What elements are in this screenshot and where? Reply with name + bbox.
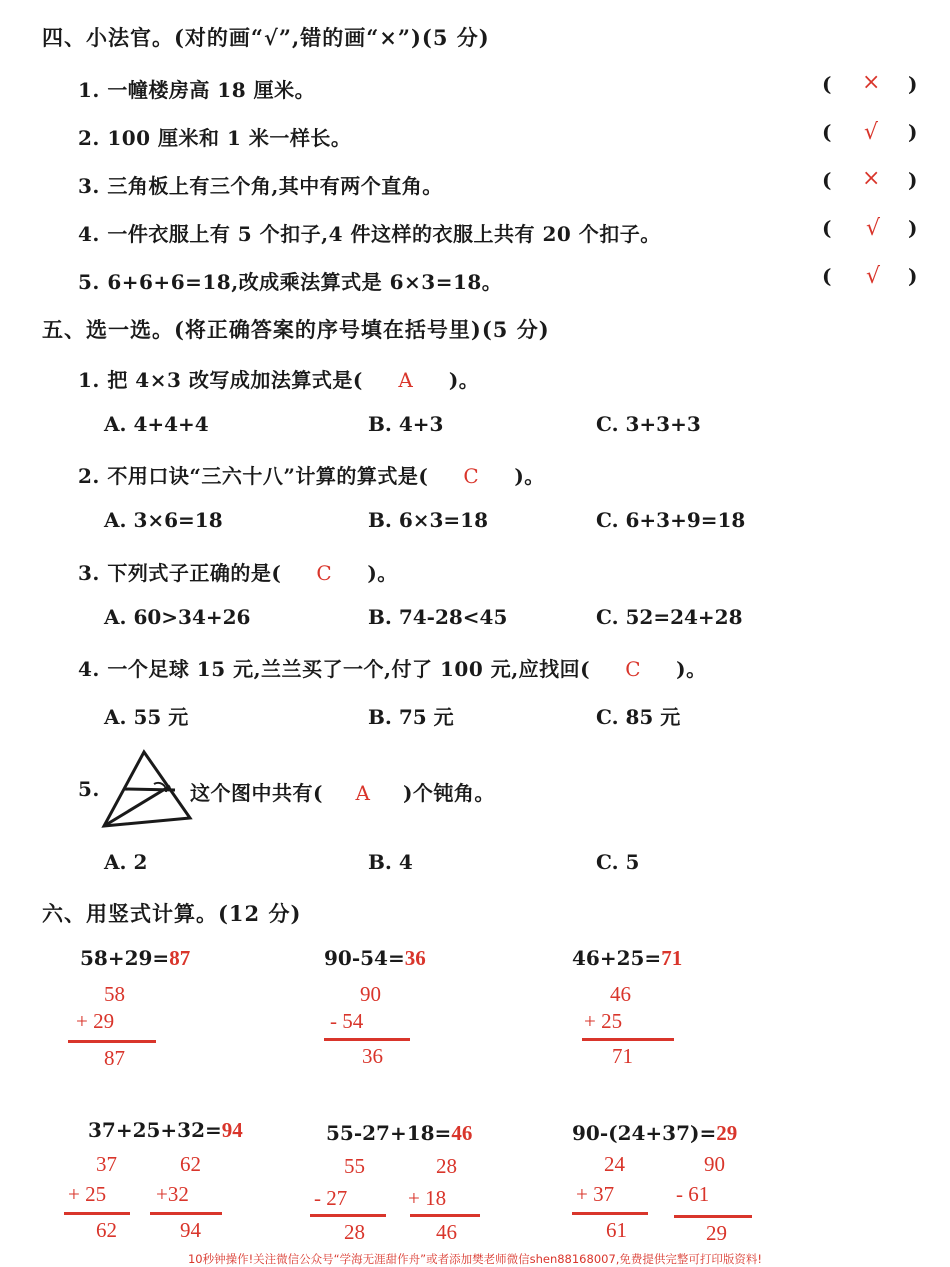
triangle-inner-line-2 <box>124 789 175 790</box>
expression: 90-(24+37)= <box>572 1121 717 1145</box>
vertical-answer: 71 <box>612 1044 633 1068</box>
vertical-bottom-a: + 37 <box>576 1182 615 1206</box>
vertical-line-a <box>310 1214 386 1217</box>
judge-answer-5: √ <box>866 264 881 289</box>
vertical-top-a: 37 <box>96 1152 117 1176</box>
vertical-top-a: 24 <box>604 1152 625 1176</box>
choice-answer-2: C <box>463 464 480 488</box>
option-a: A. 55 元 <box>104 705 189 729</box>
close-paren: ) <box>908 168 918 192</box>
question-text: 2. 不用口诀“三六十八”计算的算式是( <box>78 464 429 488</box>
choice-question-5 <box>190 777 495 806</box>
question-text: 4. 一个足球 15 元,兰兰买了一个,付了 100 元,应找回( <box>78 657 591 681</box>
question-text: 3. 下列式子正确的是( <box>78 561 282 585</box>
vertical-top-b: 28 <box>436 1154 457 1178</box>
expression: 58+29= <box>80 946 170 970</box>
result: 87 <box>169 946 191 970</box>
question-tail: )。 <box>448 368 480 392</box>
close-paren: ) <box>908 120 918 144</box>
vertical-bottom-a: - 27 <box>314 1186 348 1210</box>
option-c: C. 85 元 <box>596 705 681 729</box>
option-b: B. 4 <box>368 850 413 874</box>
calc-problem-3 <box>572 946 682 971</box>
judge-answer-4: √ <box>866 216 881 241</box>
choice-question-4 <box>78 653 707 682</box>
result: 36 <box>404 946 426 970</box>
vertical-bottom: - 54 <box>330 1009 364 1033</box>
expression: 55-27+18= <box>326 1121 452 1145</box>
vertical-top: 46 <box>610 982 631 1006</box>
vertical-bottom-b: +32 <box>156 1182 189 1206</box>
vertical-top: 58 <box>104 982 125 1006</box>
option-a: A. 4+4+4 <box>104 412 209 436</box>
result: 94 <box>221 1118 243 1142</box>
vertical-top-a: 55 <box>344 1154 365 1178</box>
judge-answer-2: √ <box>864 120 879 145</box>
judge-item-1: 1. 一幢楼房高 18 厘米。 <box>78 78 316 102</box>
option-a: A. 3×6=18 <box>104 508 223 532</box>
judge-answer-3: × <box>862 166 881 191</box>
vertical-line <box>324 1038 410 1041</box>
vertical-answer: 87 <box>104 1046 125 1070</box>
option-a: A. 60>34+26 <box>104 605 251 629</box>
option-c: C. 5 <box>596 850 640 874</box>
question-tail: )。 <box>514 464 545 488</box>
open-paren: ( <box>822 216 832 240</box>
judge-item-4: 4. 一件衣服上有 5 个扣子,4 件这样的衣服上共有 20 个扣子。 <box>78 222 661 246</box>
expression: 46+25= <box>572 946 662 970</box>
calc-problem-2 <box>324 946 426 971</box>
option-c: C. 52=24+28 <box>596 605 743 629</box>
judge-item-3: 3. 三角板上有三个角,其中有两个直角。 <box>78 174 443 198</box>
question-tail: )个钝角。 <box>402 781 495 805</box>
vertical-top: 90 <box>360 982 381 1006</box>
open-paren: ( <box>822 72 832 96</box>
vertical-line-a <box>64 1212 130 1215</box>
vertical-bottom: + 25 <box>584 1009 623 1033</box>
vertical-bottom: + 29 <box>76 1009 115 1033</box>
vertical-line <box>582 1038 674 1041</box>
question-text: 这个图中共有( <box>190 781 323 805</box>
calc-problem-6 <box>572 1121 737 1146</box>
choice-question-2 <box>78 460 545 489</box>
vertical-bottom-b: - 61 <box>676 1182 710 1206</box>
calc-problem-4 <box>88 1118 243 1143</box>
choice-answer-1: A <box>398 368 414 392</box>
choice-answer-3: C <box>316 561 333 585</box>
section5-title: 五、选一选。(将正确答案的序号填在括号里)(5 分) <box>42 317 550 342</box>
judge-answer-1: × <box>862 70 881 95</box>
close-paren: ) <box>908 216 918 240</box>
expression: 37+25+32= <box>88 1118 222 1142</box>
option-b: B. 4+3 <box>368 412 444 436</box>
calc-problem-1 <box>80 946 190 971</box>
vertical-answer-a: 28 <box>344 1220 365 1244</box>
option-b: B. 6×3=18 <box>368 508 489 532</box>
vertical-bottom-b: + 18 <box>408 1186 447 1210</box>
vertical-line-a <box>572 1212 648 1215</box>
open-paren: ( <box>822 168 832 192</box>
vertical-line-b <box>410 1214 480 1217</box>
question-tail: )。 <box>367 561 398 585</box>
question-tail: )。 <box>676 657 707 681</box>
calc-problem-5 <box>326 1121 472 1146</box>
vertical-answer-b: 29 <box>706 1221 727 1245</box>
footer-note: 10秒钟操作!关注微信公众号“学海无涯甜作舟”或者添加樊老师微信shen88168007,免费提供完整可打印版资料! <box>187 1252 763 1266</box>
choice-answer-5: A <box>355 781 371 805</box>
expression: 90-54= <box>324 946 405 970</box>
vertical-answer-b: 46 <box>436 1220 457 1244</box>
vertical-line-b <box>674 1215 752 1218</box>
vertical-answer: 36 <box>362 1044 383 1068</box>
choice-question-5-number: 5. <box>78 777 100 801</box>
judge-item-2: 2. 100 厘米和 1 米一样长。 <box>78 126 352 150</box>
vertical-bottom-a: + 25 <box>68 1182 107 1206</box>
vertical-line-b <box>150 1212 222 1215</box>
result: 29 <box>716 1121 738 1145</box>
section4-title: 四、小法官。(对的画“√”,错的画“×”)(5 分) <box>42 25 490 50</box>
choice-answer-4: C <box>625 657 642 681</box>
option-b: B. 74-28<45 <box>368 605 508 629</box>
judge-item-5: 5. 6+6+6=18,改成乘法算式是 6×3=18。 <box>78 270 503 294</box>
result: 46 <box>451 1121 473 1145</box>
vertical-answer-a: 61 <box>606 1218 627 1242</box>
vertical-top-b: 90 <box>704 1152 725 1176</box>
section6-title: 六、用竖式计算。(12 分) <box>42 901 302 926</box>
open-paren: ( <box>822 120 832 144</box>
vertical-top-b: 62 <box>180 1152 201 1176</box>
vertical-line <box>68 1040 156 1043</box>
close-paren: ) <box>908 72 918 96</box>
triangle-figure <box>100 748 194 830</box>
open-paren: ( <box>822 264 832 288</box>
option-c: C. 6+3+9=18 <box>596 508 746 532</box>
result: 71 <box>661 946 683 970</box>
option-b: B. 75 元 <box>368 705 454 729</box>
option-a: A. 2 <box>104 850 148 874</box>
question-text: 1. 把 4×3 改写成加法算式是( <box>78 368 363 392</box>
close-paren: ) <box>908 264 918 288</box>
vertical-answer-b: 94 <box>180 1218 201 1242</box>
vertical-answer-a: 62 <box>96 1218 117 1242</box>
choice-question-3 <box>78 557 398 586</box>
choice-question-1 <box>78 364 479 393</box>
option-c: C. 3+3+3 <box>596 412 701 436</box>
